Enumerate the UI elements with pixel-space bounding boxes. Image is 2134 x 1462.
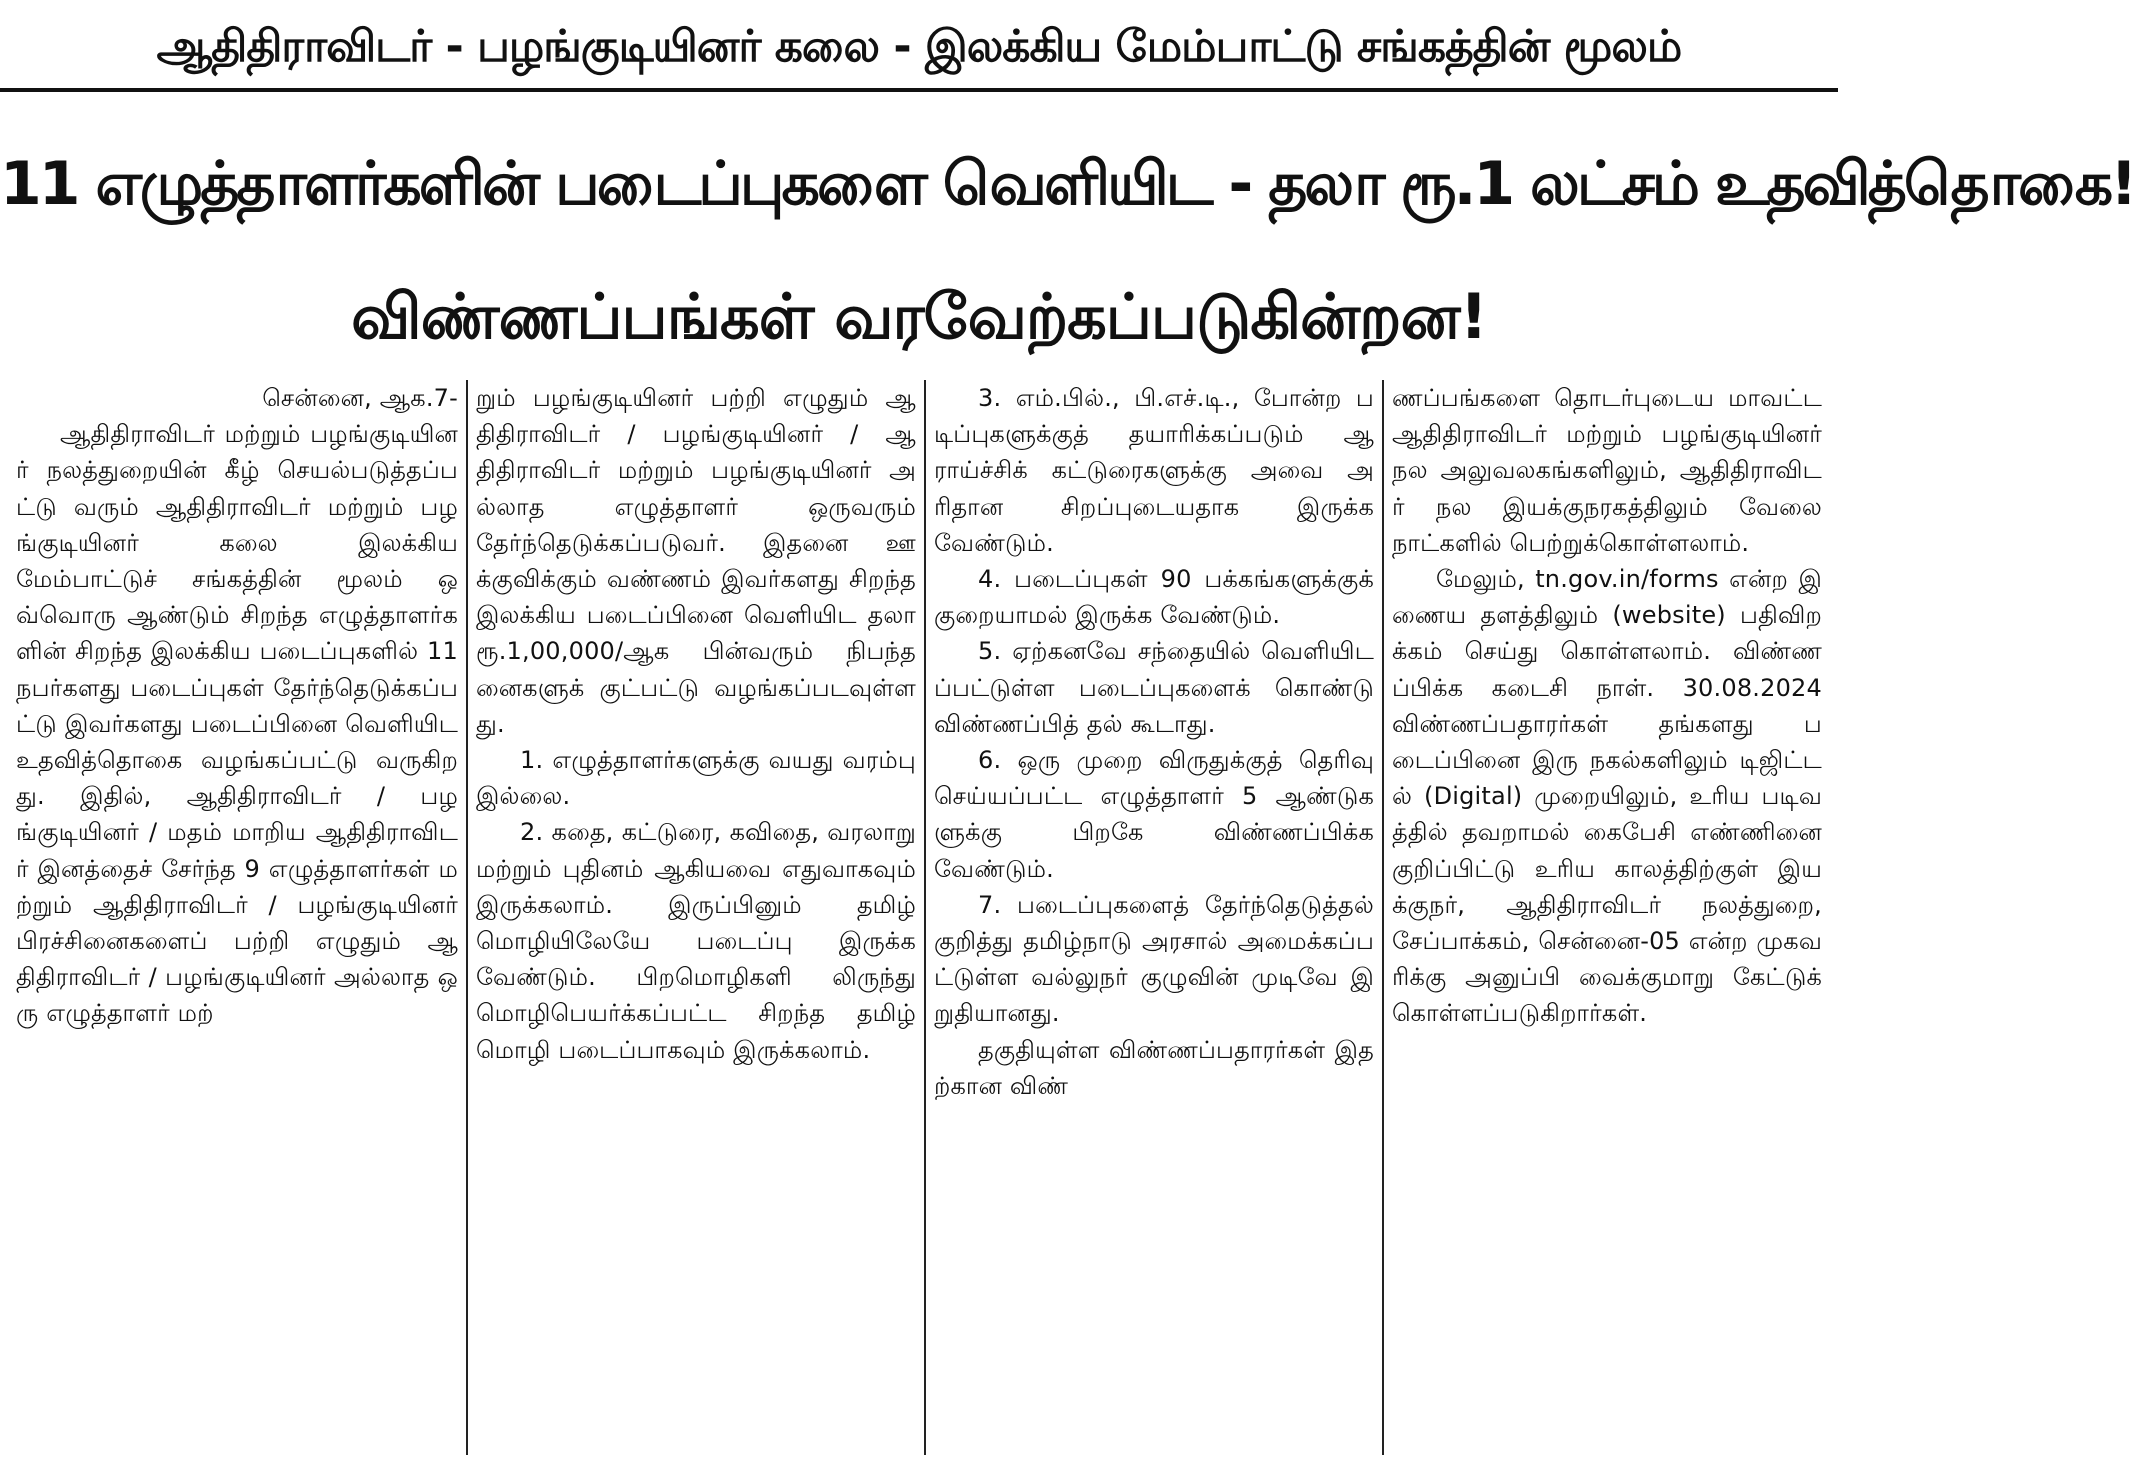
paragraph: தகுதியுள்ள விண்ணப்பதாரர்கள் இதற்கான விண்: [934, 1035, 1374, 1100]
condition-item: 3. எம்.பில்., பி.எச்.டி., போன்ற படிப்புகளுக்குத் தயாரிக்கப்படும் ஆராய்ச்சிக் கட்டுரைகளுக்கு அவை அரிதான சிறப்புடையதாக இருக்க வேண்டும்.: [934, 384, 1374, 557]
subheadline: விண்ணப்பங்கள் வரவேற்கப்படுகின்றன!: [351, 280, 1487, 353]
headline: 11 எழுத்தாளர்களின் படைப்புகளை வெளியிட - தலா ரூ.1 லட்சம் உதவித்தொகை!: [0, 149, 2134, 219]
article-column-3: [924, 380, 1382, 1455]
condition-item: 7. படைப்புகளைத் தேர்ந்தெடுத்தல் குறித்து தமிழ்நாடு அரசால் அமைக்கப்பட்டுள்ள வல்லுநர் குழுவின் முடிவே இறுதியானது.: [934, 890, 1374, 1028]
condition-item: 6. ஒரு முறை விருதுக்குத் தெரிவு செய்யப்பட்ட எழுத்தாளர் 5 ஆண்டுகளுக்கு பிறகே விண்ணப்பிக்க வேண்டும்.: [934, 746, 1374, 883]
article-column-4: [1382, 380, 1830, 1455]
article-column-1: [8, 380, 466, 1455]
kicker-divider: [0, 88, 1838, 92]
article-column-2: [466, 380, 924, 1455]
condition-item: 5. ஏற்கனவே சந்தையில் வெளியிடப்பட்டுள்ள படைப்புகளைக் கொண்டு விண்ணப்பித் தல் கூடாது.: [934, 637, 1374, 738]
condition-item: 1. எழுத்தாளர்களுக்கு வயது வரம்பு இல்லை.: [476, 746, 916, 811]
condition-item: 4. படைப்புகள் 90 பக்கங்களுக்குக் குறையாமல் இருக்க வேண்டும்.: [934, 565, 1374, 630]
dateline: சென்னை, ஆக.7-: [262, 384, 458, 412]
paragraph: ஆதிதிராவிடர் மற்றும் பழங்குடியினர் நலத்துறையின் கீழ் செயல்படுத்தப்பட்டு வரும் ஆதிதிராவிடர் மற்றும் பழங்குடியினர் கலை இலக்கிய மேம்பாட்டுச் சங்கத்தின் மூலம் ஒவ்வொரு ஆண்டும் சிறந்த எழுத்தாளர்களின் சிறந்த இலக்கிய படைப்புகளில் 11 நபர்களது படைப்புகள் தேர்ந்தெடுக்கப்பட்டு இவர்களது படைப்பினை வெளியிட உதவித்தொகை வழங்கப்பட்டு வருகிறது. இதில், ஆதிதிராவிடர் / பழங்குடியினர் / மதம் மாறிய ஆதிதிராவிடர் இனத்தைச் சேர்ந்த 9 எழுத்தாளர்கள் மற்றும் ஆதிதிராவிடர் / பழங்குடியினர் பிரச்சினைகளைப் பற்றி எழுதும் ஆதிதிராவிடர் / பழங்குடியினர் அல்லாத ஒரு எழுத்தாளர் மற்: [16, 420, 458, 1028]
paragraph: றும் பழங்குடியினர் பற்றி எழுதும் ஆதிதிராவிடர் / பழங்குடியினர் / ஆதிதிராவிடர் மற்றும் பழங்குடியினர் அல்லாத எழுத்தாளர் ஒருவரும் தேர்ந்தெடுக்கப்படுவர். இதனை ஊக்குவிக்கும் வண்ணம் இவர்களது சிறந்த இலக்கிய படைப்பினை வெளியிட தலா ரூ.1,00,000/ஆக பின்வரும் நிபந்தனைகளுக் குட்பட்டு வழங்கப்படவுள்ளது.: [476, 384, 916, 738]
paragraph: ணப்பங்களை தொடர்புடைய மாவட்ட ஆதிதிராவிடர் மற்றும் பழங்குடியினர் நல அலுவலகங்களிலும், ஆதிதிராவிடர் நல இயக்குநரகத்திலும் வேலை நாட்களில் பெற்றுக்கொள்ளலாம்.: [1392, 384, 1822, 557]
article-body: [8, 380, 1830, 1455]
paragraph: மேலும், tn.gov.in/forms என்ற இணைய தளத்திலும் (website) பதிவிறக்கம் செய்து கொள்ளலாம். விண்ணப்பிக்க கடைசி நாள். 30.08.2024 விண்ணப்பதாரர்கள் தங்களது படைப்பினை இரு நகல்களிலும் டிஜிட்டல் (Digital) முறையிலும், உரிய படிவத்தில் தவறாமல் கைபேசி எண்ணினை குறிப்பிட்டு உரிய காலத்திற்குள் இயக்குநர், ஆதிதிராவிடர் நலத்துறை, சேப்பாக்கம், சென்னை-05 என்ற முகவரிக்கு அனுப்பி வைக்குமாறு கேட்டுக் கொள்ளப்படுகிறார்கள்.: [1392, 565, 1822, 1028]
kicker-line: ஆதிதிராவிடர் - பழங்குடியினர் கலை - இலக்கிய மேம்பாட்டு சங்கத்தின் மூலம்: [156, 21, 1682, 72]
condition-item: 2. கதை, கட்டுரை, கவிதை, வரலாறு மற்றும் புதினம் ஆகியவை எதுவாகவும் இருக்கலாம். இருப்பினும் தமிழ் மொழியிலேயே படைப்பு இருக்க வேண்டும். பிறமொழிகளி லிருந்து மொழிபெயர்க்கப்பட்ட சிறந்த தமிழ் மொழி படைப்பாகவும் இருக்கலாம்.: [476, 818, 916, 1064]
